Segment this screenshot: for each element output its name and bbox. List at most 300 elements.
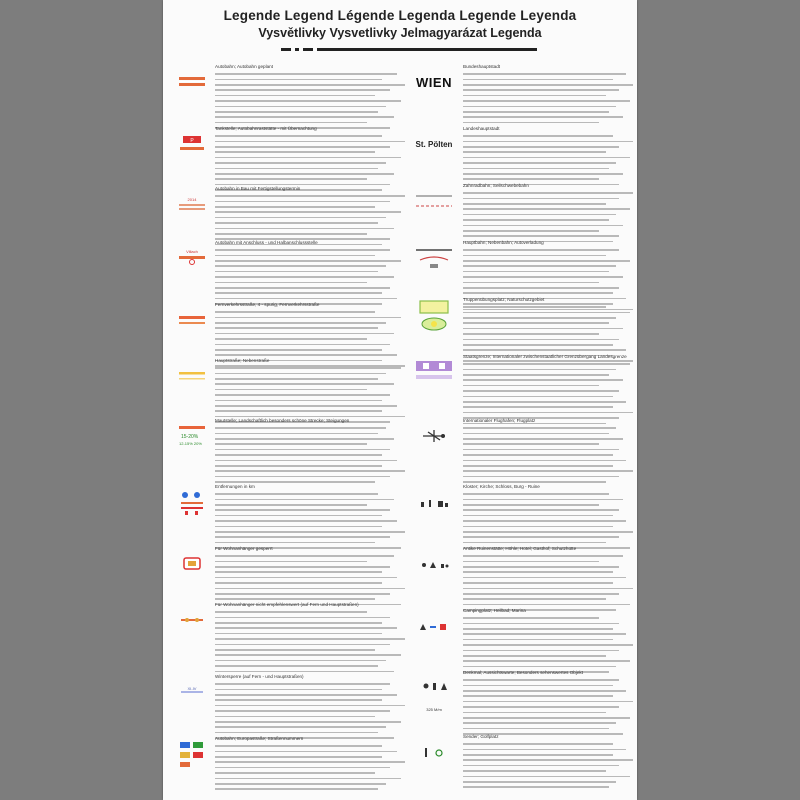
legend-text-line: [463, 743, 613, 745]
legend-text-line: [463, 151, 606, 153]
legend-text-line: [463, 770, 606, 772]
legend-text-line: [463, 786, 609, 788]
legend-text-line: [215, 228, 394, 230]
legend-text-line: [215, 201, 390, 203]
legend-text-line: [215, 721, 401, 723]
legend-text-block: [463, 484, 633, 549]
legend-text-line: [215, 95, 375, 97]
legend-text-block: [215, 418, 405, 483]
legend-text-line: [463, 695, 613, 697]
legend-symbol: [411, 484, 457, 520]
legend-text-block: [463, 297, 633, 362]
legend-entry-title: Entfernungen in km: [215, 484, 255, 489]
legend-text-line: [215, 111, 378, 113]
legend-entry-title: Staatsgrenze; Internationaler zwischenstaatlicher Grenzübergang Landesgrenze: [463, 354, 627, 359]
svg-text:2014: 2014: [187, 197, 197, 202]
legend-text-line: [463, 759, 633, 761]
legend-text-line: [463, 363, 630, 365]
legend-text-line: [215, 504, 367, 506]
legend-text-line: [463, 235, 619, 237]
toll-point-icon: [175, 424, 209, 448]
legend-text-line: [463, 111, 609, 113]
legend-text-line: [215, 338, 367, 340]
legend-text-line: [463, 116, 623, 118]
legend-text-line: [463, 225, 623, 227]
legend-text-line: [463, 339, 619, 341]
legend-entry-title: Mautstelle; Landschaftlich besonders schöne Strecke; Steigungen: [215, 418, 350, 423]
legend-text-line: [463, 604, 630, 606]
legend-text-line: [215, 561, 367, 563]
legend-text-line: [215, 255, 375, 257]
legend-text-line: [463, 230, 599, 232]
legend-text-line: [463, 287, 619, 289]
legend-text-line: [215, 593, 390, 595]
legend-text-line: [215, 394, 390, 396]
legend-text-line: [463, 255, 606, 257]
legend-text-line: [215, 617, 390, 619]
legend-text-line: [463, 476, 619, 478]
legend-text-line: [463, 582, 613, 584]
legend-text-line: [215, 638, 405, 640]
legend-text-line: [215, 84, 405, 86]
caravan-prohibited-icon: [180, 555, 204, 573]
legend-text-block: [463, 183, 633, 242]
legend-entry-title: Wintersperre (auf Fern - und Hauptstraßen): [215, 674, 304, 679]
legend-text-line: [215, 260, 401, 262]
legend-text-line: [463, 379, 623, 381]
legend-entry-title: Sender; Golfplatz: [463, 734, 499, 739]
legend-text-line: [215, 611, 367, 613]
legend-text-line: [215, 265, 386, 267]
legend-text-line: [463, 208, 630, 210]
legend-text-line: [215, 367, 401, 369]
legend-symbol: [411, 297, 457, 333]
legend-text-line: [463, 706, 619, 708]
legend-symbol: [411, 354, 457, 390]
legend-text-line: [463, 192, 633, 194]
legend-text-line: [215, 689, 382, 691]
legend-symbol: [173, 64, 211, 100]
legend-text-line: [463, 728, 609, 730]
legend-text-line: [463, 443, 599, 445]
legend-text-block: [463, 418, 633, 483]
legend-text-line: [215, 222, 378, 224]
legend-text-line: [215, 438, 394, 440]
svg-text:XI-IV: XI-IV: [187, 686, 197, 691]
legend-symbol: [173, 546, 211, 582]
legend-text-line: [463, 577, 626, 579]
legend-symbol: [173, 418, 211, 454]
legend-text-line: [215, 151, 375, 153]
legend-text-line: [215, 732, 378, 734]
legend-text-line: [463, 385, 599, 387]
legend-text-line: [463, 162, 616, 164]
legend-text-line: [215, 622, 382, 624]
legend-text-line: [463, 633, 626, 635]
legend-text-line: [215, 233, 367, 235]
legend-text-line: [215, 499, 394, 501]
legend-text-line: [215, 788, 378, 790]
road-number-icon: [177, 739, 207, 769]
junction-icon: [177, 248, 207, 268]
legend-text-line: [215, 373, 386, 375]
legend-text-line: [215, 671, 394, 673]
legend-text-line: [215, 772, 375, 774]
legend-text-line: [463, 628, 613, 630]
legend-entry-title: Autobahn in Bau mit Fertigstellungstermin: [215, 186, 301, 191]
legend-text-line: [463, 515, 613, 517]
legend-text-line: [215, 767, 390, 769]
legend-text-line: [463, 390, 619, 392]
legend-symbol: [411, 64, 457, 100]
legend-text-line: [215, 577, 397, 579]
motorway-under-construction-icon: [177, 196, 207, 212]
legend-entry-title: Bundeshauptstadt: [463, 64, 501, 69]
military-area-icon: [416, 298, 452, 332]
legend-text-line: [215, 276, 394, 278]
symbol-caption: 325 M/m: [426, 707, 442, 712]
legend-text-line: [215, 206, 375, 208]
legend-text-line: [463, 146, 619, 148]
legend-text-line: [463, 312, 630, 314]
legend-text-line: [215, 73, 397, 75]
legend-text-line: [215, 389, 367, 391]
legend-text-line: [215, 716, 375, 718]
legend-text-block: [463, 64, 633, 123]
legend-text-line: [215, 571, 382, 573]
legend-text-line: [215, 751, 397, 753]
legend-text-line: [463, 520, 626, 522]
legend-text-line: [463, 122, 599, 124]
legend-text-line: [463, 79, 613, 81]
legend-entry-title: Für Wohnanhänger nicht empfehlenswert (auf Fern und Hauptstraßen): [215, 602, 359, 607]
legend-text-line: [215, 449, 390, 451]
legend-symbol: [173, 240, 211, 276]
legend-text-line: [463, 427, 616, 429]
legend-text-line: [463, 499, 623, 501]
legend-text-line: [463, 396, 613, 398]
legend-text-line: [215, 383, 394, 385]
legend-text-block: [215, 302, 405, 367]
legend-text-line: [463, 593, 619, 595]
legend-text-line: [215, 454, 382, 456]
legend-text-line: [463, 460, 626, 462]
legend-text-block: [215, 484, 405, 549]
legend-symbol: [411, 734, 457, 770]
legend-text-line: [463, 173, 623, 175]
legend-text-block: [463, 546, 633, 611]
legend-text-line: [463, 84, 633, 86]
legend-text-block: [215, 64, 405, 129]
legend-text-line: [215, 649, 375, 651]
legend-text-line: [463, 328, 623, 330]
legend-text-line: [215, 378, 378, 380]
legend-text-line: [215, 298, 397, 300]
legend-text-line: [463, 685, 613, 687]
legend-text-line: [463, 690, 626, 692]
legend-text-block: [215, 546, 405, 605]
legend-text-line: [463, 89, 619, 91]
legend-entry-title: Landeshauptstadt: [463, 126, 500, 131]
legend-text-block: [463, 126, 633, 185]
legend-text-block: [215, 674, 405, 739]
legend-text-line: [463, 660, 630, 662]
legend-symbol: [173, 186, 211, 222]
legend-symbol: [173, 674, 211, 710]
svg-text:P: P: [190, 138, 194, 144]
legend-symbol: [173, 126, 211, 162]
legend-text-block: [215, 602, 405, 672]
legend-text-line: [215, 317, 401, 319]
legend-text-block: [215, 736, 405, 790]
legend-text-line: [215, 566, 390, 568]
legend-text-line: [463, 644, 633, 646]
legend-text-line: [463, 168, 609, 170]
legend-text-line: [215, 633, 382, 635]
legend-text-line: [215, 271, 378, 273]
legend-symbol: [173, 358, 211, 394]
legend-text-line: [215, 405, 397, 407]
legend-text-line: [215, 515, 382, 517]
legend-symbol: [411, 240, 457, 276]
legend-text-line: [463, 438, 623, 440]
legend-text-line: [463, 722, 616, 724]
legend-text-line: [215, 173, 394, 175]
legend-text-line: [463, 214, 616, 216]
legend-text-line: [215, 100, 401, 102]
monument-icon: [419, 679, 449, 697]
legend-text-line: [463, 465, 613, 467]
caravan-not-recommended-icon: [179, 614, 205, 626]
svg-text:12-15% 20%: 12-15% 20%: [179, 441, 202, 446]
legend-text-line: [463, 536, 619, 538]
legend-text-line: [463, 701, 633, 703]
legend-text-line: [215, 476, 390, 478]
legend-text-line: [463, 406, 613, 408]
legend-text-line: [463, 509, 619, 511]
legend-text-line: [215, 282, 367, 284]
legend-text-line: [463, 623, 619, 625]
legend-text-line: [463, 754, 613, 756]
legend-text-line: [463, 135, 613, 137]
legend-text-line: [215, 520, 397, 522]
legend-entry-title: Denkmal; Aussichtswarte; Besonders sehenswertes Objekt: [463, 670, 584, 675]
legend-text-line: [215, 598, 375, 600]
legend-text-line: [215, 217, 386, 219]
legend-text-line: [215, 249, 390, 251]
legend-text-block: [463, 354, 633, 424]
legend-text-line: [215, 783, 386, 785]
legend-text-line: [215, 311, 375, 313]
legend-text-line: [215, 745, 382, 747]
legend-text-line: [215, 443, 367, 445]
legend-text-line: [463, 317, 616, 319]
legend-text-line: [215, 699, 382, 701]
legend-entry-title: Internationaler Flughafen; Flugplatz: [463, 418, 536, 423]
legend-text-line: [215, 116, 394, 118]
legend-text-line: [215, 135, 382, 137]
legend-text-line: [215, 211, 401, 213]
legend-entry-title: Campingplatz; Heilbad; Marina: [463, 608, 526, 613]
legend-symbol: [173, 484, 211, 520]
legend-text-line: [463, 412, 633, 414]
legend-symbol: [411, 546, 457, 582]
regional-capital-label: St. Pölten: [415, 139, 453, 149]
legend-text-line: [215, 654, 401, 656]
scale-bar: [281, 48, 539, 51]
legend-text-line: [463, 650, 619, 652]
legend-text-line: [215, 460, 397, 462]
legend-text-line: [463, 717, 630, 719]
legend-text-line: [215, 400, 382, 402]
legend-text-line: [463, 401, 626, 403]
legend-text-line: [215, 410, 382, 412]
legend-symbol: [411, 670, 457, 712]
legend-text-line: [463, 566, 619, 568]
legend-text-line: [463, 639, 613, 641]
legend-text-line: [463, 306, 606, 308]
legend-text-line: [463, 449, 619, 451]
legend-text-line: [215, 433, 378, 435]
legend-text-line: [215, 141, 405, 143]
airport-icon: [419, 427, 449, 445]
trunk-road-icon: [177, 313, 207, 327]
capital-city-label: WIEN: [416, 74, 452, 90]
legend-text-line: [463, 712, 606, 714]
legend-text-line: [463, 141, 633, 143]
legend-text-line: [215, 322, 386, 324]
legend-text-line: [463, 571, 613, 573]
legend-text-line: [215, 333, 394, 335]
legend-text-line: [215, 756, 382, 758]
legend-text-line: [215, 79, 382, 81]
legend-text-line: [463, 219, 609, 221]
legend-text-line: [215, 106, 386, 108]
legend-symbol: [173, 736, 211, 772]
legend-entry-title: Für Wohnanhänger gesperrt: [215, 546, 273, 551]
distance-icon: [177, 487, 207, 517]
legend-entry-title: Antike Ruinenstätte; Höhle; Hotel; Gasthof; Schutzhütte: [463, 546, 577, 551]
legend-text-line: [463, 349, 626, 351]
legend-text-line: [215, 146, 390, 148]
legend-sheet: [163, 0, 637, 800]
legend-text-line: [215, 726, 386, 728]
legend-text-line: [215, 162, 386, 164]
legend-text-line: [215, 582, 382, 584]
legend-text-line: [463, 333, 599, 335]
legend-text-block: [215, 240, 405, 305]
legend-text-line: [215, 168, 378, 170]
legend-text-line: [463, 265, 616, 267]
legend-text-line: [215, 195, 405, 197]
legend-text-line: [463, 666, 616, 668]
svg-text:15-20%: 15-20%: [181, 434, 199, 440]
legend-text-line: [463, 679, 619, 681]
legend-text-line: [463, 95, 606, 97]
legend-symbol: [173, 602, 211, 638]
legend-text-line: [463, 322, 609, 324]
legend-text-line: [215, 493, 378, 495]
legend-text-line: [215, 694, 397, 696]
legend-text-line: [463, 655, 606, 657]
legend-text-line: [463, 157, 630, 159]
legend-text-line: [215, 542, 375, 544]
legend-text-line: [215, 683, 390, 685]
svg-text:Villach: Villach: [186, 249, 198, 254]
legend-text-line: [463, 504, 599, 506]
camping-icon: [416, 618, 452, 634]
legend-entry-title: Kloster; Kirche; Schloss, Burg - Ruine: [463, 484, 540, 489]
legend-text-line: [463, 198, 619, 200]
motorway-icon: [177, 75, 207, 89]
legend-text-line: [463, 481, 606, 483]
winter-closure-icon: [179, 685, 205, 699]
legend-text-line: [215, 660, 386, 662]
legend-text-line: [215, 470, 405, 472]
legend-symbol: [411, 183, 457, 219]
legend-text-line: [215, 427, 386, 429]
legend-text-line: [215, 588, 405, 590]
legend-text-line: [463, 561, 599, 563]
legend-entry-title: Autobahn; Autobahn geplant: [215, 64, 273, 69]
legend-text-line: [463, 344, 613, 346]
legend-text-line: [463, 106, 616, 108]
main-road-icon: [177, 369, 207, 383]
legend-text-line: [215, 292, 382, 294]
legend-text-line: [463, 588, 633, 590]
legend-entry-title: Truppenübungsplatz; Naturschutzgebiet: [463, 297, 545, 302]
golf-icon: [419, 744, 449, 760]
legend-text-line: [463, 781, 616, 783]
ruins-icon: [418, 556, 450, 572]
legend-text-block: [215, 358, 405, 423]
legend-text-block: [463, 670, 633, 735]
legend-text-line: [463, 776, 630, 778]
legend-text-line: [463, 249, 619, 251]
border-icon: [413, 357, 455, 387]
legend-text-line: [215, 778, 401, 780]
legend-text-line: [215, 644, 390, 646]
legend-text-line: [463, 617, 599, 619]
legend-text-line: [215, 287, 390, 289]
legend-text-line: [215, 710, 390, 712]
legend-entry-title: Autobahn mit Anschluss - und Halbanschlussstelle: [215, 240, 318, 245]
legend-text-line: [215, 344, 390, 346]
legend-text-line: [215, 178, 367, 180]
legend-entry-title: Zahnradbahn; Seilschwebebahn: [463, 183, 529, 188]
legend-text-line: [215, 665, 378, 667]
legend-text-line: [463, 493, 609, 495]
legend-text-line: [463, 73, 626, 75]
legend-text-line: [215, 761, 405, 763]
legend-text-line: [463, 555, 623, 557]
legend-text-line: [463, 526, 613, 528]
legend-text-line: [215, 526, 382, 528]
legend-text-line: [463, 203, 606, 205]
legend-text-line: [215, 89, 390, 91]
legend-text-block: [463, 734, 633, 788]
train-icon: [414, 245, 454, 271]
legend-symbol: [411, 608, 457, 644]
legend-text-block: [463, 608, 633, 673]
legend-text-line: [215, 481, 375, 483]
legend-entry-title: Fernverkehrsstraße, 4 - spurig, Fernverkehrsstraße: [215, 302, 320, 307]
legend-text-line: [463, 531, 633, 533]
legend-text-line: [215, 354, 397, 356]
legend-text-line: [463, 542, 606, 544]
legend-text-line: [463, 765, 619, 767]
legend-text-line: [215, 509, 390, 511]
